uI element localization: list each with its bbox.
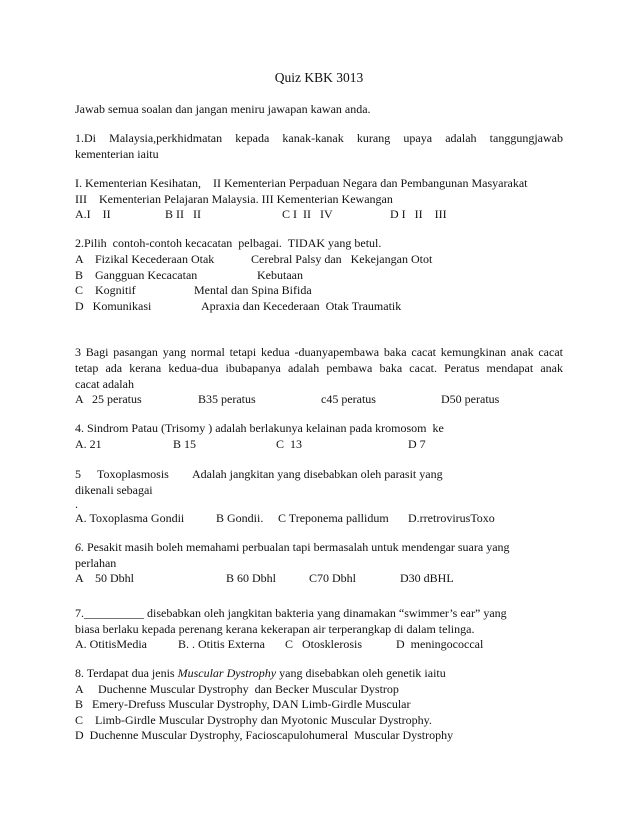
q5-term: Toxoplasmosis [97, 467, 169, 481]
q4-option-a: A. 21 [75, 437, 102, 451]
q7-option-d: D meningococcal [396, 637, 484, 651]
q2-row-c-right: Mental dan Spina Bifida [194, 283, 312, 297]
q5-stem: Adalah jangkitan yang disebabkan oleh parasit yang [192, 467, 443, 481]
q8-stem-start: 8. Terdapat dua jenis [75, 666, 178, 680]
q6-option-a: A 50 Dbhl [75, 571, 135, 585]
q3-option-c: c45 peratus [321, 392, 376, 406]
q7-option-b: B. . Otitis Externa [178, 637, 265, 651]
q1-line3: I. Kementerian Kesihatan, II Kementerian Perpaduan Negara dan Pembangunan Masyarakat [75, 176, 528, 190]
q6-stem: Pesakit masih boleh memahami perbualan tapi bermasalah untuk mendengar suara yang [84, 540, 510, 554]
q6-option-d: D30 dBHL [400, 571, 454, 585]
q1-option-c: C I II IV [282, 207, 333, 221]
q1-line2: kementerian iaitu [75, 147, 159, 161]
q2-row-d-right: Apraxia dan Kecederaan Otak Traumatik [201, 299, 402, 313]
q5-line2: dikenali sebagai [75, 483, 153, 497]
q5-option-b: B Gondii. [216, 511, 264, 525]
page-title: Quiz KBK 3013 [274, 70, 364, 85]
q6-option-c: C70 Dbhl [309, 571, 357, 585]
q2-row-b-right: Kebutaan [257, 268, 303, 282]
q8-option-a: A Duchenne Muscular Dystrophy dan Becker Muscular Dystrop [75, 682, 399, 696]
q3-option-a: A 25 peratus [75, 392, 142, 406]
q8-stem [75, 666, 446, 682]
q8-stem-term: Muscular Dystrophy [177, 666, 277, 680]
q6-option-b: B 60 Dbhl [226, 571, 277, 585]
q2-row-a-right: Cerebral Palsy dan Kekejangan Otot [251, 252, 433, 266]
q2-row-d-left: D Komunikasi [75, 299, 152, 313]
q8-option-c: C Limb-Girdle Muscular Dystrophy dan Myotonic Muscular Dystrophy. [75, 713, 432, 727]
q7-line1: 7.__________ disebabkan oleh jangkitan bakteria yang dinamakan “swimmer’s ear” yang [75, 606, 507, 620]
q2-row-c-left: C Kognitif [75, 283, 136, 297]
q4-option-d: D 7 [408, 437, 426, 451]
q6-stem-line [75, 540, 510, 556]
q3-option-b: B35 peratus [198, 392, 256, 406]
q5-dot: . [75, 497, 78, 511]
q1-option-a: A.I II [75, 207, 111, 221]
q8-option-b: B Emery-Drefuss Muscular Dystrophy, DAN Limb-Girdle Muscular [75, 697, 411, 711]
q3-line2: tetap ada kerana kedua-dua ibubapanya adalah pembawa baka cacat. Peratus mendapat anak [75, 361, 563, 375]
q6-number: 6. [75, 540, 84, 554]
q4-stem: 4. Sindrom Patau (Trisomy ) adalah berlakunya kelainan pada kromosom ke [75, 421, 444, 435]
q1-line1: 1.Di Malaysia,perkhidmatan kepada kanak-kanak kurang upaya adalah tanggungjawab [75, 131, 563, 145]
q8-stem-end: yang disebabkan oleh genetik iaitu [276, 666, 446, 680]
q5-option-a: A. Toxoplasma Gondii [75, 511, 185, 525]
instructions: Jawab semua soalan dan jangan meniru jawapan kawan anda. [75, 102, 371, 116]
q2-row-b-left: B Gangguan Kecacatan [75, 268, 198, 282]
q7-line2: biasa berlaku kepada perenang kerana kekerapan air terperangkap di dalam telinga. [75, 622, 475, 636]
q5-option-d: D.rretrovirusToxo [408, 511, 495, 525]
q6-line2: perlahan [75, 556, 117, 570]
q3-line1: 3 Bagi pasangan yang normal tetapi kedua -duanyapembawa baka cacat kemungkinan anak cacat [75, 345, 563, 359]
q5-option-c: C Treponema pallidum [278, 511, 389, 525]
q8-option-d: D Duchenne Muscular Dystrophy, Facioscapulohumeral Muscular Dystrophy [75, 728, 454, 742]
q5-number: 5 [75, 467, 81, 481]
q7-option-c: C Otosklerosis [285, 637, 363, 651]
q4-option-b: B 15 [173, 437, 197, 451]
q7-option-a: A. OtitisMedia [75, 637, 147, 651]
q3-line3: cacat adalah [75, 377, 134, 391]
q1-line4: III Kementerian Pelajaran Malaysia. III Kementerian Kewangan [75, 192, 393, 206]
q2-stem: 2.Pilih contoh-contoh kecacatan pelbagai. TIDAK yang betul. [75, 236, 382, 250]
q1-option-d: D I II III [390, 207, 447, 221]
q2-row-a-left: A Fizikal Kecederaan Otak [75, 252, 215, 266]
q1-option-b: B II II [165, 207, 201, 221]
q3-option-d: D50 peratus [441, 392, 500, 406]
q4-option-c: C 13 [276, 437, 303, 451]
